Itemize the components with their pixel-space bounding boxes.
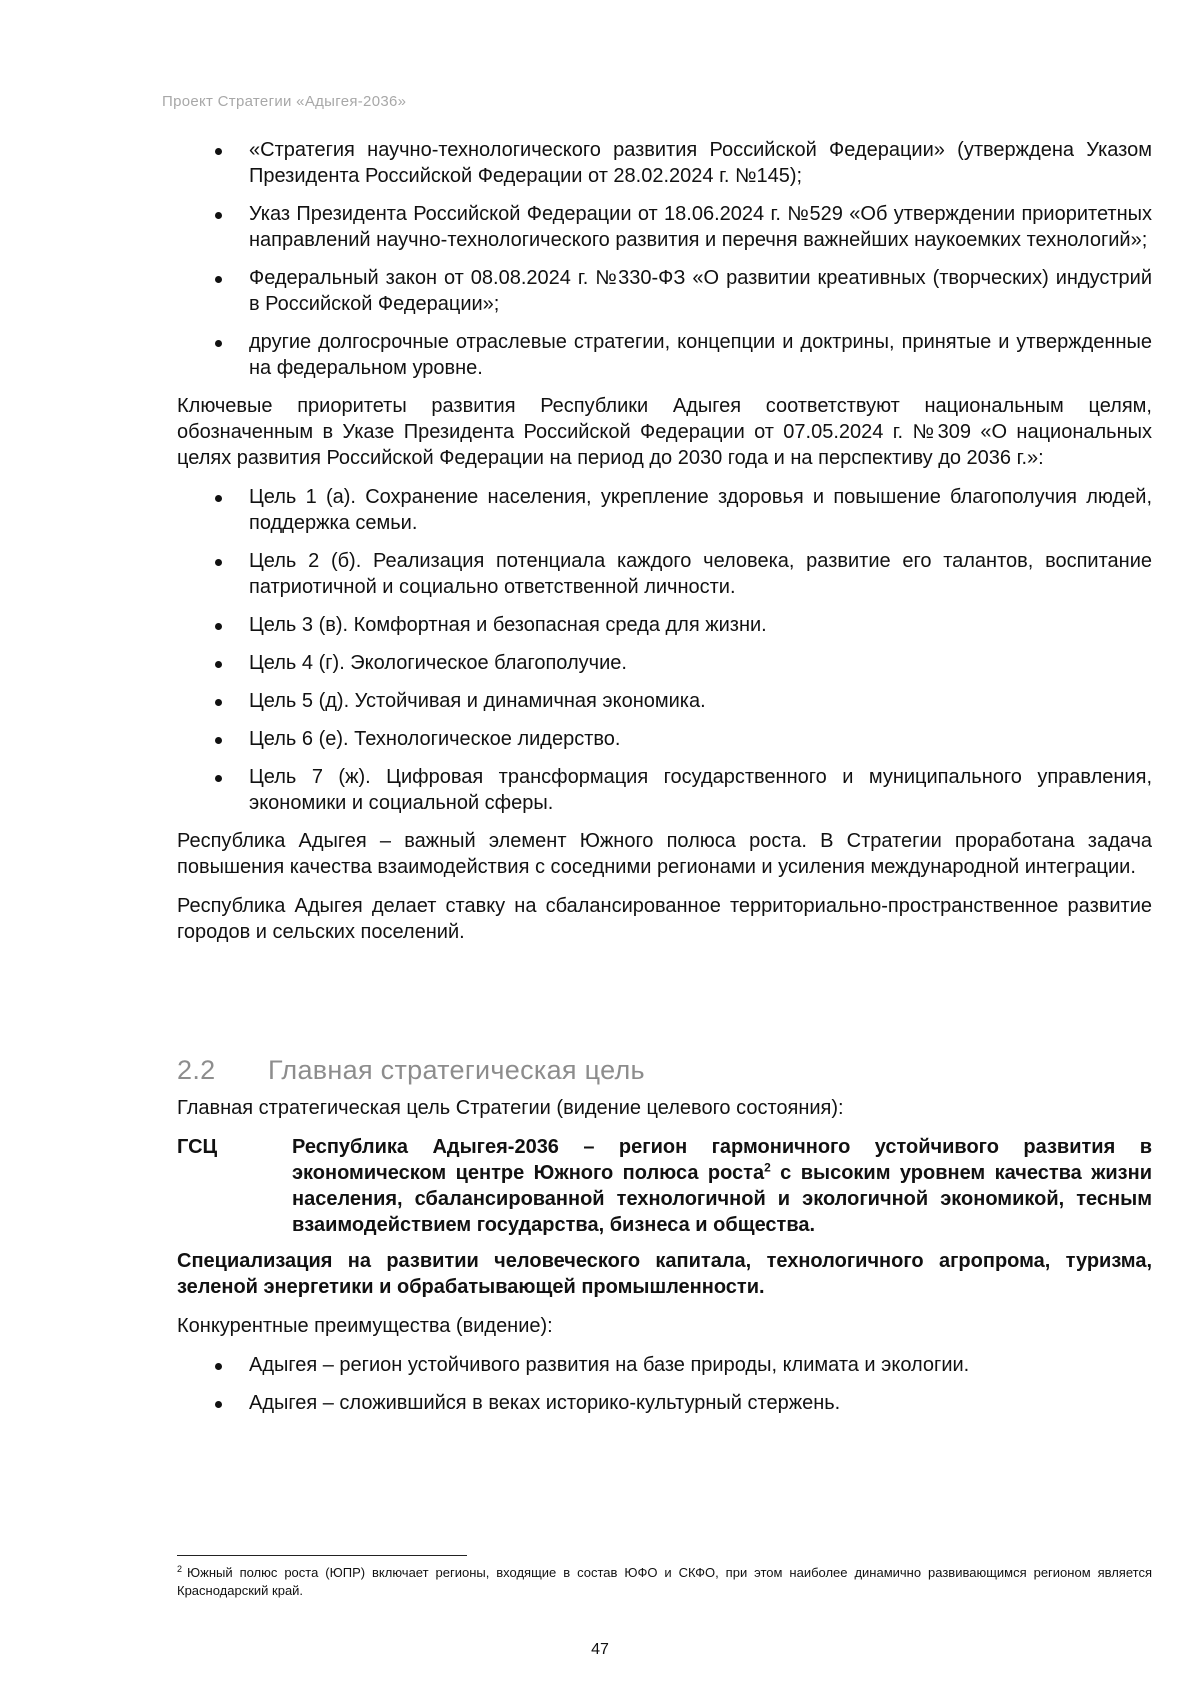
list-item: Цель 5 (д). Устойчивая и динамичная экономика. [177, 688, 1152, 714]
paragraph-spatial-development: Республика Адыгея делает ставку на сбалансированное территориально-пространственное развитие городов и сельских поселений. [177, 895, 1152, 943]
main-goal-block [177, 1134, 1152, 1238]
list-item: Цель 3 (в). Комфортная и безопасная среда для жизни. [177, 612, 1152, 638]
paragraph-southern-pole: Республика Адыгея – важный элемент Южного полюса роста. В Стратегии проработана задача повышения качества взаимодействия с соседними регионами и усиления международной интеграции. [177, 830, 1152, 878]
paragraph-priorities: Ключевые приоритеты развития Республики Адыгея соответствуют национальным целям, обозначенным в Указе Президента Российской Федерации от 07.05.2024 г. №309 «О национальных целях развития Российской Федерации на период до 2030 года и на перспективу до 2036 г.»: [177, 395, 1152, 469]
bullet-icon [215, 775, 222, 782]
list-item: «Стратегия научно-технологического развития Российской Федерации» (утверждена Указом Президента Российской Федерации от 28.02.2024 г. №145); [177, 137, 1152, 189]
goal-intro: Главная стратегическая цель Стратегии (видение целевого состояния): [177, 1097, 844, 1119]
documents-list [177, 137, 1152, 381]
list-item: Адыгея – регион устойчивого развития на базе природы, климата и экологии. [177, 1352, 1152, 1378]
list-item: другие долгосрочные отраслевые стратегии, концепции и доктрины, принятые и утвержденные на федеральном уровне. [177, 329, 1152, 381]
page-content [177, 137, 1152, 1428]
bullet-icon [215, 1401, 222, 1408]
footnote-divider [177, 1555, 467, 1556]
section-number: 2.2 [177, 1055, 216, 1085]
list-item: Указ Президента Российской Федерации от 18.06.2024 г. №529 «Об утверждении приоритетных направлений научно-технологического развития и перечня важнейших наукоемких технологий»; [177, 201, 1152, 253]
advantages-list [177, 1352, 1152, 1416]
section-title: Главная стратегическая цель [268, 1055, 645, 1085]
bullet-icon [215, 623, 222, 630]
specialization: Специализация на развитии человеческого капитала, технологичного агропрома, туризма, зеленой энергетики и обрабатывающей промышленности. [177, 1250, 1152, 1298]
list-item: Цель 7 (ж). Цифровая трансформация государственного и муниципального управления, экономики и социальной сферы. [177, 764, 1152, 816]
list-item: Цель 1 (а). Сохранение населения, укрепление здоровья и повышение благополучия людей, поддержка семьи. [177, 484, 1152, 536]
advantages-intro: Конкурентные преимущества (видение): [177, 1315, 553, 1337]
bullet-icon [215, 212, 222, 219]
main-goal-text: Республика Адыгея-2036 – регион гармоничного устойчивого развития в экономическом центре Южного полюса роста$^2$ с высоким уровнем качества жизни населения, сбалансированной технологичной и экологичной экономикой, тесным взаимодействием государства, бизнеса и общества. [292, 1136, 1152, 1236]
bullet-icon [215, 148, 222, 155]
spacer [177, 958, 1152, 1054]
list-item: Цель 6 (е). Технологическое лидерство. [177, 726, 1152, 752]
section-heading [177, 1054, 1152, 1086]
bullet-icon [215, 276, 222, 283]
footnote [177, 1564, 1152, 1600]
page-number: 47 [591, 1641, 609, 1658]
bullet-icon [215, 737, 222, 744]
footnote-text: Южный полюс роста (ЮПР) включает регионы, входящие в состав ЮФО и СКФО, при этом наиболее динамично развивающимся регионом является Краснодарский край. [177, 1565, 1152, 1598]
running-header: Проект Стратегии «Адыгея-2036» [162, 93, 407, 110]
main-goal-label: ГСЦ [177, 1136, 218, 1158]
list-item: Адыгея – сложившийся в веках историко-культурный стержень. [177, 1390, 1152, 1416]
list-item: Федеральный закон от 08.08.2024 г. №330-ФЗ «О развитии креативных (творческих) индустрий в Российской Федерации»; [177, 265, 1152, 317]
footnote-number: 2 [177, 1563, 183, 1574]
list-item: Цель 4 (г). Экологическое благополучие. [177, 650, 1152, 676]
national-goals-list [177, 484, 1152, 816]
bullet-icon [215, 495, 222, 502]
bullet-icon [215, 699, 222, 706]
bullet-icon [215, 340, 222, 347]
footnote-ref: 2 [764, 1160, 771, 1175]
list-item: Цель 2 (б). Реализация потенциала каждого человека, развитие его талантов, воспитание патриотичной и социально ответственной личности. [177, 548, 1152, 600]
bullet-icon [215, 661, 222, 668]
bullet-icon [215, 559, 222, 566]
bullet-icon [215, 1363, 222, 1370]
